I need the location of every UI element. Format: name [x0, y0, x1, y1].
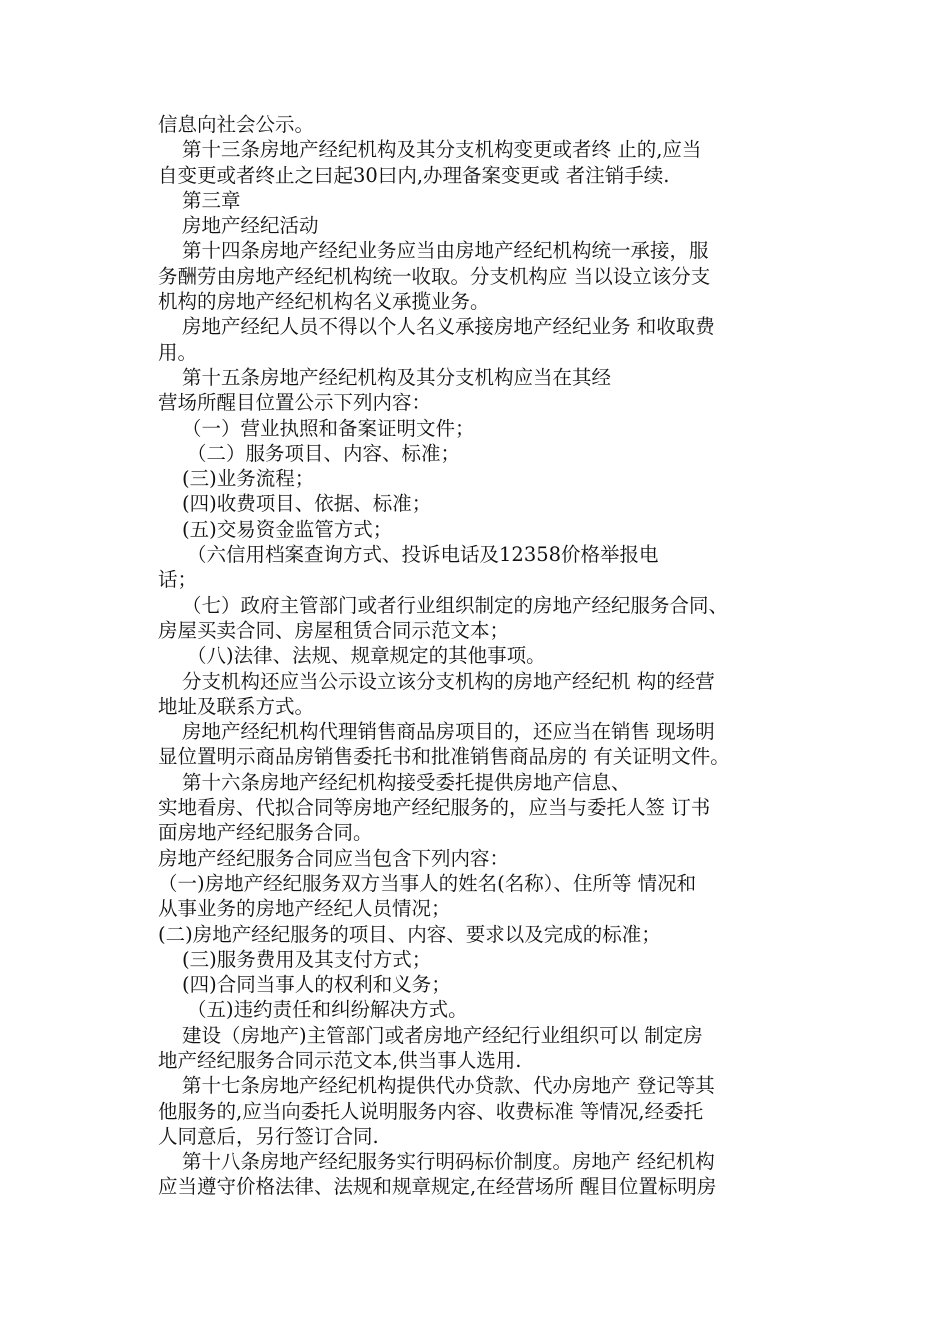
text-line: 地址及联系方式。 — [158, 694, 315, 718]
text-line: 用。 — [158, 340, 198, 364]
text-line: 房地产经纪服务合同应当包含下列内容： — [158, 846, 510, 870]
text-line: 第十七条房地产经纪机构提供代办贷款、代办房地产 登记等其 — [182, 1074, 715, 1098]
text-line: 机构的房地产经纪机构名义承揽业务。 — [158, 290, 490, 314]
text-line: 第十五条房地产经纪机构及其分支机构应当在其经 — [182, 365, 612, 389]
text-line: 从事业务的房地产经纪人员情况； — [158, 897, 451, 921]
chapter-heading: 第三章 — [182, 188, 241, 212]
list-item: （二）服务项目、内容、标准； — [187, 441, 461, 465]
text-line: 第十三条房地产经纪机构及其分支机构变更或者终 止的,应当 — [182, 138, 702, 162]
text-line: 地产经纪服务合同示范文本,供当事人选用. — [158, 1048, 522, 1072]
list-item: (五)交易资金监管方式； — [182, 517, 393, 541]
text-line: 房屋买卖合同、房屋租赁合同示范文本； — [158, 618, 510, 642]
chapter-title: 房地产经纪活动 — [182, 214, 319, 238]
text-line: 第十四条房地产经纪业务应当由房地产经纪机构统一承接，服 — [182, 239, 709, 263]
document-body — [158, 112, 808, 1200]
text-line: 分支机构还应当公示设立该分支机构的房地产经纪机 构的经营 — [182, 669, 715, 693]
text-line: 营场所醒目位置公示下列内容： — [158, 391, 432, 415]
text-line: 第十六条房地产经纪机构接受委托提供房地产信息、 — [182, 770, 631, 794]
text-line: 应当遵守价格法律、法规和规章规定,在经营场所 醒目位置标明房 — [158, 1175, 717, 1199]
text-line: 话； — [158, 568, 198, 592]
list-item: （六信用档案查询方式、投诉电话及12358价格举报电 — [187, 543, 659, 567]
text-line: 实地看房、代拟合同等房地产经纪服务的，应当与委托人签 订书 — [158, 796, 711, 820]
list-item: (二)房地产经纪服务的项目、内容、要求以及完成的标准； — [158, 922, 661, 946]
text-line: 务酬劳由房地产经纪机构统一收取。分支机构应 当以设立该分支 — [158, 264, 711, 288]
list-item: (四)收费项目、依据、标准； — [182, 492, 432, 516]
list-item: （七）政府主管部门或者行业组织制定的房地产经纪服务合同、 — [182, 593, 729, 617]
text-line: 人同意后，另行签订合同. — [158, 1124, 379, 1148]
text-line: 房地产经纪人员不得以个人名义承接房地产经纪业务 和收取费 — [182, 315, 715, 339]
text-line: 建设（房地产)主管部门或者房地产经纪行业组织可以 制定房 — [182, 1023, 703, 1047]
list-item: (四)合同当事人的权利和义务； — [182, 973, 451, 997]
text-line: 面房地产经纪服务合同。 — [158, 821, 373, 845]
text-line: 他服务的,应当向委托人说明服务内容、收费标准 等情况,经委托 — [158, 1099, 704, 1123]
text-line: 显位置明示商品房销售委托书和批准销售商品房的 有关证明文件。 — [158, 745, 730, 769]
list-item: (三)服务费用及其支付方式； — [182, 947, 432, 971]
text-line: 第十八条房地产经纪服务实行明码标价制度。房地产 经纪机构 — [182, 1150, 715, 1174]
text-line: 信息向社会公示。 — [158, 113, 315, 136]
list-item: （五)违约责任和纠纷解决方式。 — [187, 998, 468, 1022]
list-item: （八)法律、法规、规章规定的其他事项。 — [187, 644, 546, 668]
text-line: 房地产经纪机构代理销售商品房项目的，还应当在销售 现场明 — [182, 720, 715, 744]
text-line: 自变更或者终止之曰起30曰内,办理备案变更或 者注销手续. — [158, 163, 670, 187]
list-item: （一)房地产经纪服务双方当事人的姓名(名称）、住所等 情况和 — [158, 871, 697, 895]
list-item: (三)业务流程； — [182, 467, 315, 491]
list-item: （一）营业执照和备案证明文件； — [182, 416, 475, 440]
